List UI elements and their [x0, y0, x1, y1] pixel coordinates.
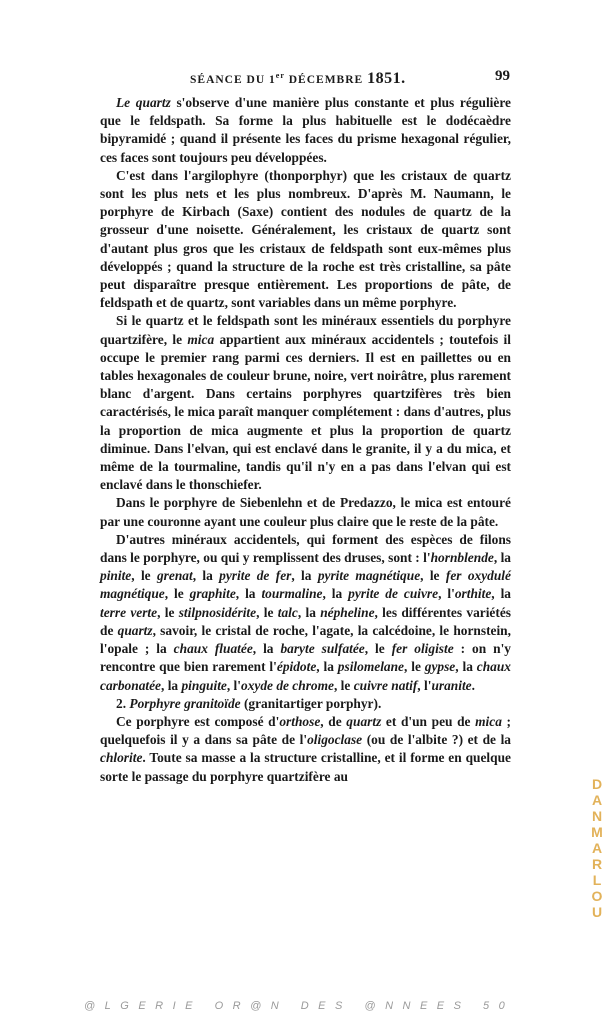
text-run: , les différentes variétés de — [100, 604, 511, 638]
library-stamp: DANMARLOU — [589, 776, 605, 920]
text-run: , la — [291, 568, 318, 584]
text-run: , le — [131, 568, 157, 584]
italic-term: chlorite — [100, 750, 143, 766]
paragraph — [100, 94, 511, 167]
text-run: C'est dans l'argilophyre (thonporphyr) que les cristaux de quartz sont les plus nets et les plus nombreux. D'après M. Naumann, le porphyre de Kirbach (Saxe) contient des nodules de quartz de la grosseur d'une noisette. Généralement, les cristaux de quartz sont d'autant plus gros que les cristaux de feldspath sont eux-mêmes plus développés ; quand la structure de la roche est très cristalline, sa pâte peut disparaître presque entièrement. Les proportions de pâte, de feldspath et de quartz, sont variables dans un même porphyre. — [100, 167, 511, 311]
italic-term: Le — [116, 95, 136, 110]
text-run: , le — [157, 604, 179, 620]
running-head-year: 1851. — [367, 70, 406, 87]
running-head-session: SÉANCE DU 1 — [190, 74, 276, 86]
text-run: D'autres minéraux accidentels, qui forment des espèces de filons dans le porphyre, ou qui y remplissent des druses, sont : l' — [100, 531, 511, 566]
text-run: , savoir, le cristal de roche, l'agate, la calcédoine, le hornstein, l'opale ; la — [100, 622, 511, 657]
paragraph — [100, 494, 511, 530]
text-run: 2. — [116, 695, 130, 711]
text-run: , la — [455, 659, 477, 675]
text-run: , l' — [438, 586, 455, 602]
text-run: Si le quartz et le feldspath sont les minéraux essentiels du porphyre quartzifère, le — [100, 313, 511, 347]
footer-watermark: @LGERIE OR@N DES @NNEES 50 — [84, 1000, 515, 1012]
text-run: , l' — [417, 677, 432, 693]
text-run: , la — [322, 586, 349, 602]
running-head-month: DÉCEMBRE — [284, 74, 368, 86]
italic-term: quartz — [117, 622, 153, 638]
paragraph — [100, 531, 511, 695]
italic-term: fer oligiste — [391, 641, 454, 657]
text-run: (ou de l'albite ?) et de la — [362, 732, 511, 748]
text-run: . Toute sa masse a la structure cristalline, et il forme en quelque sorte le passage du porphyre quartzifère au — [100, 750, 511, 784]
italic-term: pyrite de cuivre — [348, 586, 439, 602]
italic-term: orthite — [454, 586, 492, 602]
italic-term: stilpnosidérite — [178, 604, 257, 620]
italic-term: quartz — [346, 713, 382, 729]
italic-term: tourmaline — [261, 586, 323, 602]
italic-term: gypse — [424, 659, 456, 675]
text-run: , le — [404, 659, 425, 675]
text-run: , la — [252, 641, 281, 657]
italic-term: baryte sulfatée — [280, 641, 365, 657]
italic-term: népheline — [320, 604, 375, 620]
italic-term: hornblende — [430, 550, 494, 566]
italic-term: uranite — [431, 677, 472, 693]
text-run: s'observe d'une manière plus constante et plus régulière que le feldspath. Sa forme la plus habituelle est le dodécaèdre bipyramidé ; quand il présente les faces du prisme hexagonal régulier, ces faces sont toujours peu développées. — [100, 95, 511, 165]
text-run: , la — [235, 586, 262, 602]
text-run: , la — [491, 586, 512, 602]
text-run: et d'un peu de — [381, 713, 476, 729]
text-run: , l' — [226, 677, 241, 693]
italic-term: chaux carbonatée — [100, 659, 511, 693]
italic-term: mica — [187, 331, 215, 347]
running-head-ordinal: er — [275, 71, 285, 81]
text-run: , de — [320, 713, 347, 729]
section-heading — [100, 695, 511, 713]
italic-term: oxyde de chrome — [241, 677, 334, 693]
text-run: , le — [420, 568, 446, 584]
paragraph — [100, 713, 511, 786]
text-run: , la — [161, 677, 182, 693]
italic-term: mica — [475, 713, 502, 729]
italic-term: pinguite — [181, 677, 227, 693]
italic-term: chaux fluatée — [173, 641, 253, 657]
text-run: , la — [493, 550, 511, 566]
body-text — [100, 94, 511, 786]
italic-term: fer oxydulé magnétique — [100, 568, 511, 602]
page-number: 99 — [495, 68, 510, 84]
paragraph — [100, 312, 511, 494]
italic-term: Porphyre granitoïde — [129, 695, 241, 711]
italic-term: pyrite magnétique — [317, 568, 421, 584]
italic-term: quartz — [135, 95, 171, 110]
text-run: , le — [256, 604, 278, 620]
text-run: . — [471, 677, 475, 693]
text-run: ; quelquefois il y a dans sa pâte de l' — [100, 713, 512, 748]
italic-term: cuivre natif — [353, 677, 418, 693]
text-run: , le — [164, 586, 190, 602]
text-run: appartient aux minéraux accidentels ; toutefois il occupe le premier rang parmi ces derniers. Il est en paillettes ou en tables hexagonales de couleur brune, noire, vert noirâtre, plus rarement blanc d'argent. Dans certains porphyres quartzifères très bien caractérisés, le mica paraît manquer complétement : dans d'autres, plus la proportion de mica augmente et plus la proportion de quartz diminue. Dans l'elvan, qui est enclavé dans le granite, il y a du mica, et même de la tourmaline, tandis qu'il n'y en a pas dans l'elvan qui est enclavé dans le thonschiefer. — [100, 331, 511, 493]
text-run: , la — [297, 604, 321, 620]
italic-term: épidote — [276, 659, 317, 675]
text-run: : on n'y rencontre que bien rarement l' — [100, 641, 511, 675]
text-run: , la — [192, 568, 220, 584]
text-run: , la — [316, 659, 338, 675]
text-run: , le — [333, 677, 354, 693]
italic-term: orthose — [279, 713, 321, 729]
italic-term: oligoclase — [307, 732, 363, 748]
italic-term: graphite — [189, 586, 236, 602]
paragraph — [100, 167, 511, 313]
text-run: , le — [364, 641, 392, 657]
italic-term: talc — [277, 604, 298, 620]
italic-term: pyrite de fer — [219, 568, 292, 584]
text-run: (granitartiger porphyr). — [240, 695, 382, 711]
italic-term: psilomelane — [337, 659, 405, 675]
italic-term: grenat — [156, 568, 193, 584]
italic-term: pinite — [100, 568, 132, 584]
page-header — [100, 66, 510, 92]
running-head — [190, 70, 406, 88]
text-run: Ce porphyre est composé d' — [116, 713, 280, 729]
italic-term: terre verte — [100, 604, 158, 620]
text-run: Dans le porphyre de Siebenlehn et de Predazzo, le mica est entouré par une couronne ayant une couleur plus claire que le reste de la pâte. — [100, 495, 511, 529]
